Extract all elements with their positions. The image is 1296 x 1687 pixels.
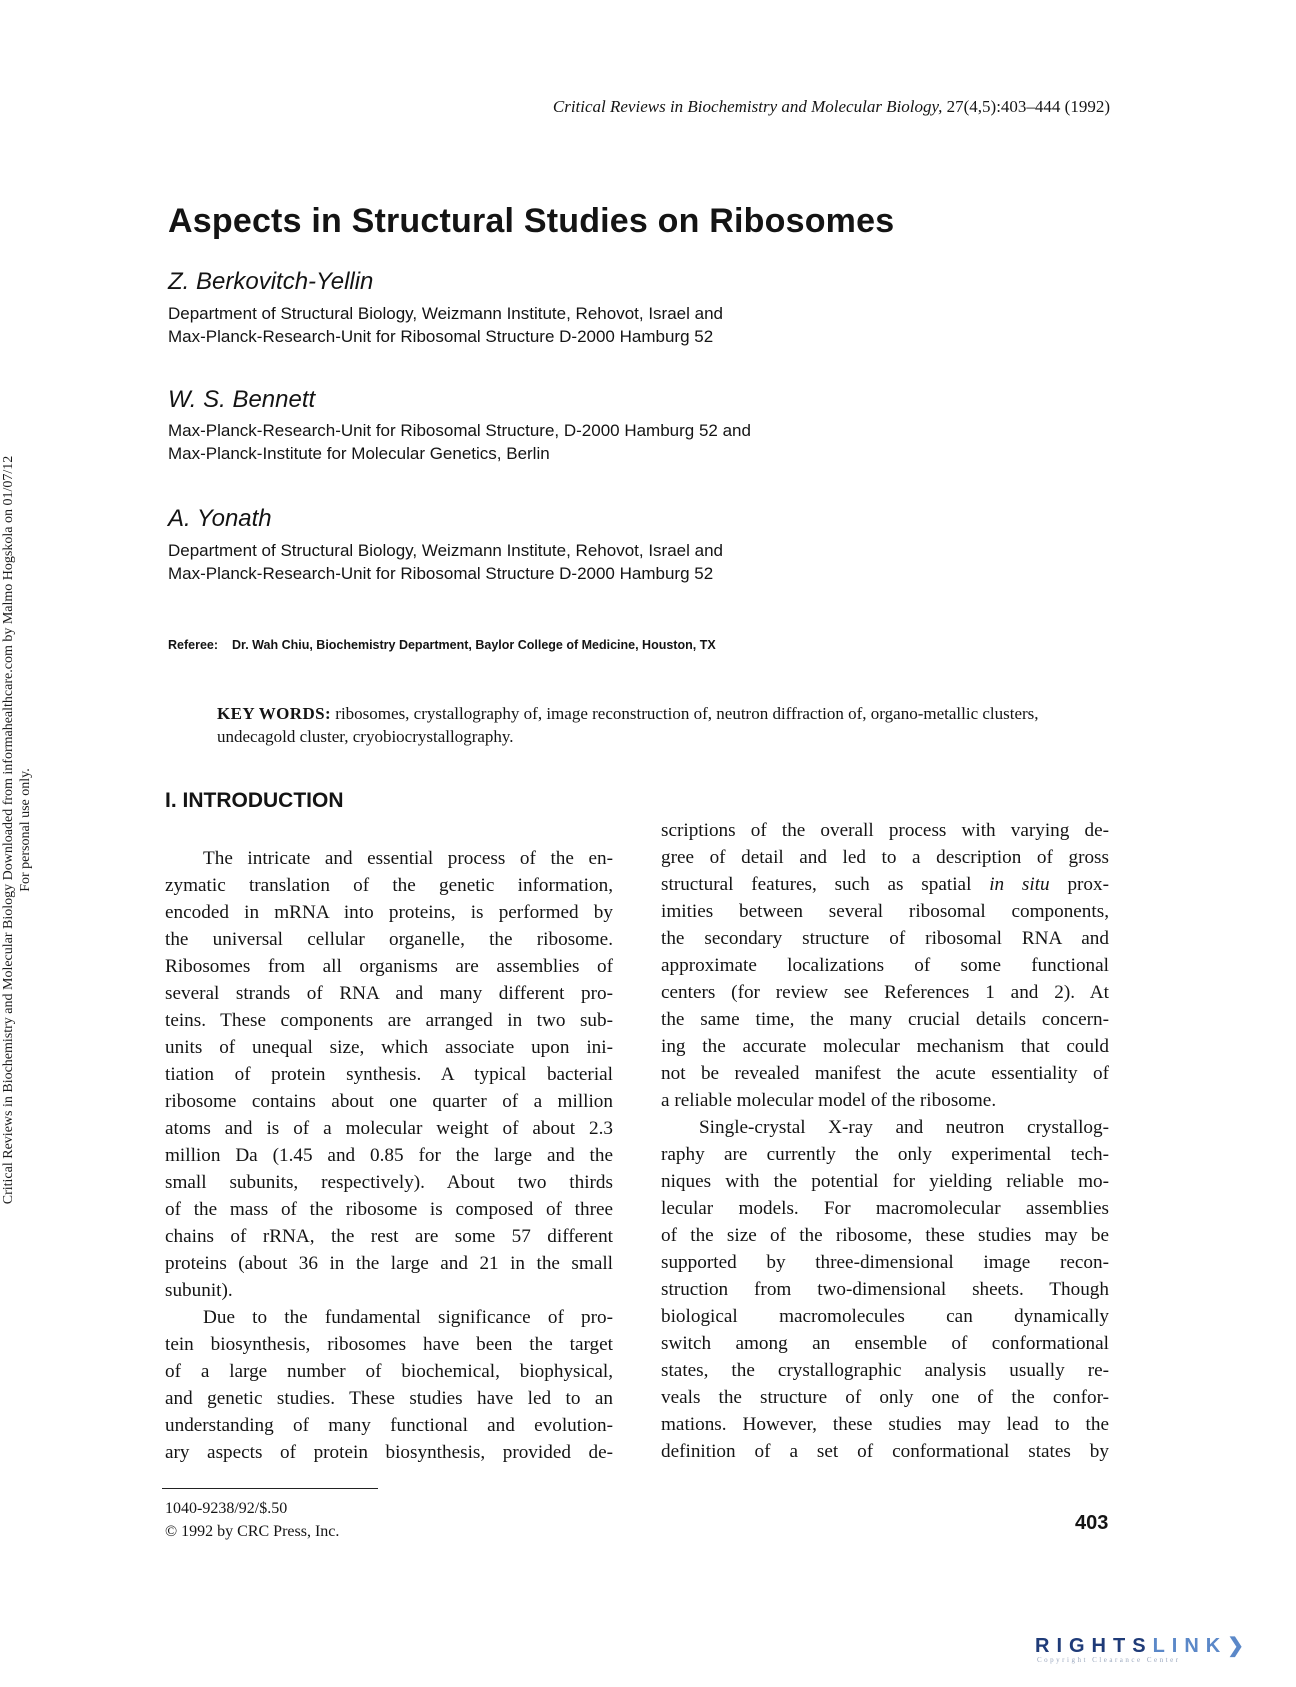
text-line: of the size of the ribosome, these studies may be xyxy=(661,1225,1109,1246)
running-head xyxy=(470,97,1110,117)
text-line: imities between several ribosomal components, xyxy=(661,901,1109,922)
text-line: struction from two-dimensional sheets. Though xyxy=(661,1279,1109,1300)
text-line: Ribosomes from all organisms are assemblies of xyxy=(165,956,613,977)
text-line: structural features, such as spatial in situ prox- xyxy=(661,874,1110,895)
affiliation-line: Department of Structural Biology, Weizmann Institute, Rehovot, Israel and xyxy=(168,304,723,323)
text-line: a reliable molecular model of the ribosome. xyxy=(661,1090,997,1111)
author-name: W. S. Bennett xyxy=(168,386,316,413)
author-affiliation xyxy=(168,540,723,585)
rightslink-logo[interactable] xyxy=(1035,1633,1275,1673)
text-line: definition of a set of conformational states by xyxy=(661,1441,1109,1462)
text-line: ing the accurate molecular mechanism that could xyxy=(661,1036,1109,1057)
affiliation-line: Max-Planck-Research-Unit for Ribosomal Structure D-2000 Hamburg 52 xyxy=(168,326,714,346)
text-line: switch among an ensemble of conformational xyxy=(661,1333,1109,1354)
download-stamp-line: Critical Reviews in Biochemistry and Molecular Biology Downloaded from informahealthcare.com by Malmo Hogskola on 01/07/12 xyxy=(1,455,16,1205)
text-line: scriptions of the overall process with varying de- xyxy=(661,820,1109,841)
download-stamp-line: For personal use only. xyxy=(18,768,33,892)
text-line: ribosome contains about one quarter of a million xyxy=(165,1091,613,1112)
affiliation-line: Max-Planck-Research-Unit for Ribosomal Structure, D-2000 Hamburg 52 and xyxy=(168,421,751,440)
text-line: raphy are currently the only experimental tech- xyxy=(661,1144,1109,1165)
text-line: supported by three-dimensional image recon- xyxy=(661,1252,1109,1273)
section-heading: I. INTRODUCTION xyxy=(165,789,344,812)
keywords xyxy=(217,703,1097,748)
text-line: several strands of RNA and many different pro- xyxy=(165,983,613,1004)
footnote-rule xyxy=(162,1488,378,1489)
text-line: mations. However, these studies may lead to the xyxy=(661,1414,1109,1435)
keywords-label: KEY WORDS: xyxy=(217,704,332,723)
text-line: ary aspects of protein biosynthesis, provided de- xyxy=(165,1442,613,1463)
text-line: approximate localizations of some functional xyxy=(661,955,1109,976)
body-column-right xyxy=(661,817,1109,1465)
text-line: tein biosynthesis, ribosomes have been the target xyxy=(165,1334,613,1355)
text-line: subunit). xyxy=(165,1280,233,1301)
referee-label: Referee: xyxy=(168,638,219,652)
text-line: biological macromolecules can dynamically xyxy=(661,1306,1109,1327)
text-line: small subunits, respectively). About two thirds xyxy=(165,1172,613,1193)
text-line: the universal cellular organelle, the ribosome. xyxy=(165,929,613,950)
logo-rights: RIGHTS xyxy=(1035,1635,1153,1657)
text-line: teins. These components are arranged in two sub- xyxy=(165,1010,613,1031)
referee-text: Dr. Wah Chiu, Biochemistry Department, Baylor College of Medicine, Houston, TX xyxy=(232,638,716,652)
text-line: gree of detail and led to a description of gross xyxy=(661,847,1109,868)
copyright-notice: © 1992 by CRC Press, Inc. xyxy=(165,1523,340,1540)
text-line: units of unequal size, which associate upon ini- xyxy=(165,1037,613,1058)
text-line: centers (for review see References 1 and 2). At xyxy=(661,982,1109,1003)
text-line: not be revealed manifest the acute essentiality of xyxy=(661,1063,1109,1084)
text-line: proteins (about 36 in the large and 21 in the small xyxy=(165,1253,613,1274)
download-stamp xyxy=(0,380,44,1280)
text-line: of the mass of the ribosome is composed of three xyxy=(165,1199,613,1220)
text-line: states, the crystallographic analysis usually re- xyxy=(661,1360,1109,1381)
text-line: lecular models. For macromolecular assemblies xyxy=(661,1198,1109,1219)
text-line: tiation of protein synthesis. A typical bacterial xyxy=(165,1064,613,1085)
emphasis: in situ xyxy=(989,874,1050,895)
journal-volume: 27(4,5):403–444 (1992) xyxy=(946,97,1110,116)
author-affiliation xyxy=(168,303,723,348)
footnote xyxy=(165,1497,339,1543)
referee-line xyxy=(168,638,716,652)
affiliation-line: Max-Planck-Research-Unit for Ribosomal Structure D-2000 Hamburg 52 xyxy=(168,563,714,583)
author-affiliation xyxy=(168,420,751,465)
text-line: chains of rRNA, the rest are some 57 different xyxy=(165,1226,613,1247)
logo-tagline: Copyright Clearance Center xyxy=(1037,1656,1181,1664)
text-line: Single-crystal X-ray and neutron crystallog- xyxy=(699,1117,1109,1138)
text-line: the secondary structure of ribosomal RNA and xyxy=(661,928,1109,949)
page-number: 403 xyxy=(1075,1512,1109,1534)
text-line: and genetic studies. These studies have led to an xyxy=(165,1388,613,1409)
text-line: Due to the fundamental significance of pro- xyxy=(203,1307,613,1328)
issn-code: 1040-9238/92/$.50 xyxy=(165,1500,288,1517)
text-line: the same time, the many crucial details concern- xyxy=(661,1009,1109,1030)
journal-name: Critical Reviews in Biochemistry and Molecular Biology, xyxy=(552,97,943,116)
author-name: A. Yonath xyxy=(168,505,272,532)
text-line: niques with the potential for yielding reliable mo- xyxy=(661,1171,1109,1192)
text-line: atoms and is of a molecular weight of about 2.3 xyxy=(165,1118,613,1139)
affiliation-line: Department of Structural Biology, Weizmann Institute, Rehovot, Israel and xyxy=(168,541,723,560)
text-line: understanding of many functional and evolution- xyxy=(165,1415,613,1436)
keywords-text: ribosomes, crystallography of, image reconstruction of, neutron diffraction of, organo-metallic clusters, undecagold cluster, cryobiocrystallography. xyxy=(217,704,1039,746)
article-title: Aspects in Structural Studies on Ribosomes xyxy=(168,202,895,240)
chevron-icon: ❯ xyxy=(1227,1635,1251,1657)
author-name: Z. Berkovitch-Yellin xyxy=(168,268,374,295)
text-line: zymatic translation of the genetic information, xyxy=(165,875,613,896)
text-line: The intricate and essential process of the en- xyxy=(203,848,613,869)
text-line: encoded in mRNA into proteins, is performed by xyxy=(165,902,613,923)
text-line: of a large number of biochemical, biophysical, xyxy=(165,1361,613,1382)
logo-link: LINK xyxy=(1152,1635,1228,1657)
text-line: veals the structure of only one of the confor- xyxy=(661,1387,1109,1408)
text-line: million Da (1.45 and 0.85 for the large and the xyxy=(165,1145,613,1166)
affiliation-line: Max-Planck-Institute for Molecular Genetics, Berlin xyxy=(168,443,550,463)
body-column-left xyxy=(165,845,613,1466)
